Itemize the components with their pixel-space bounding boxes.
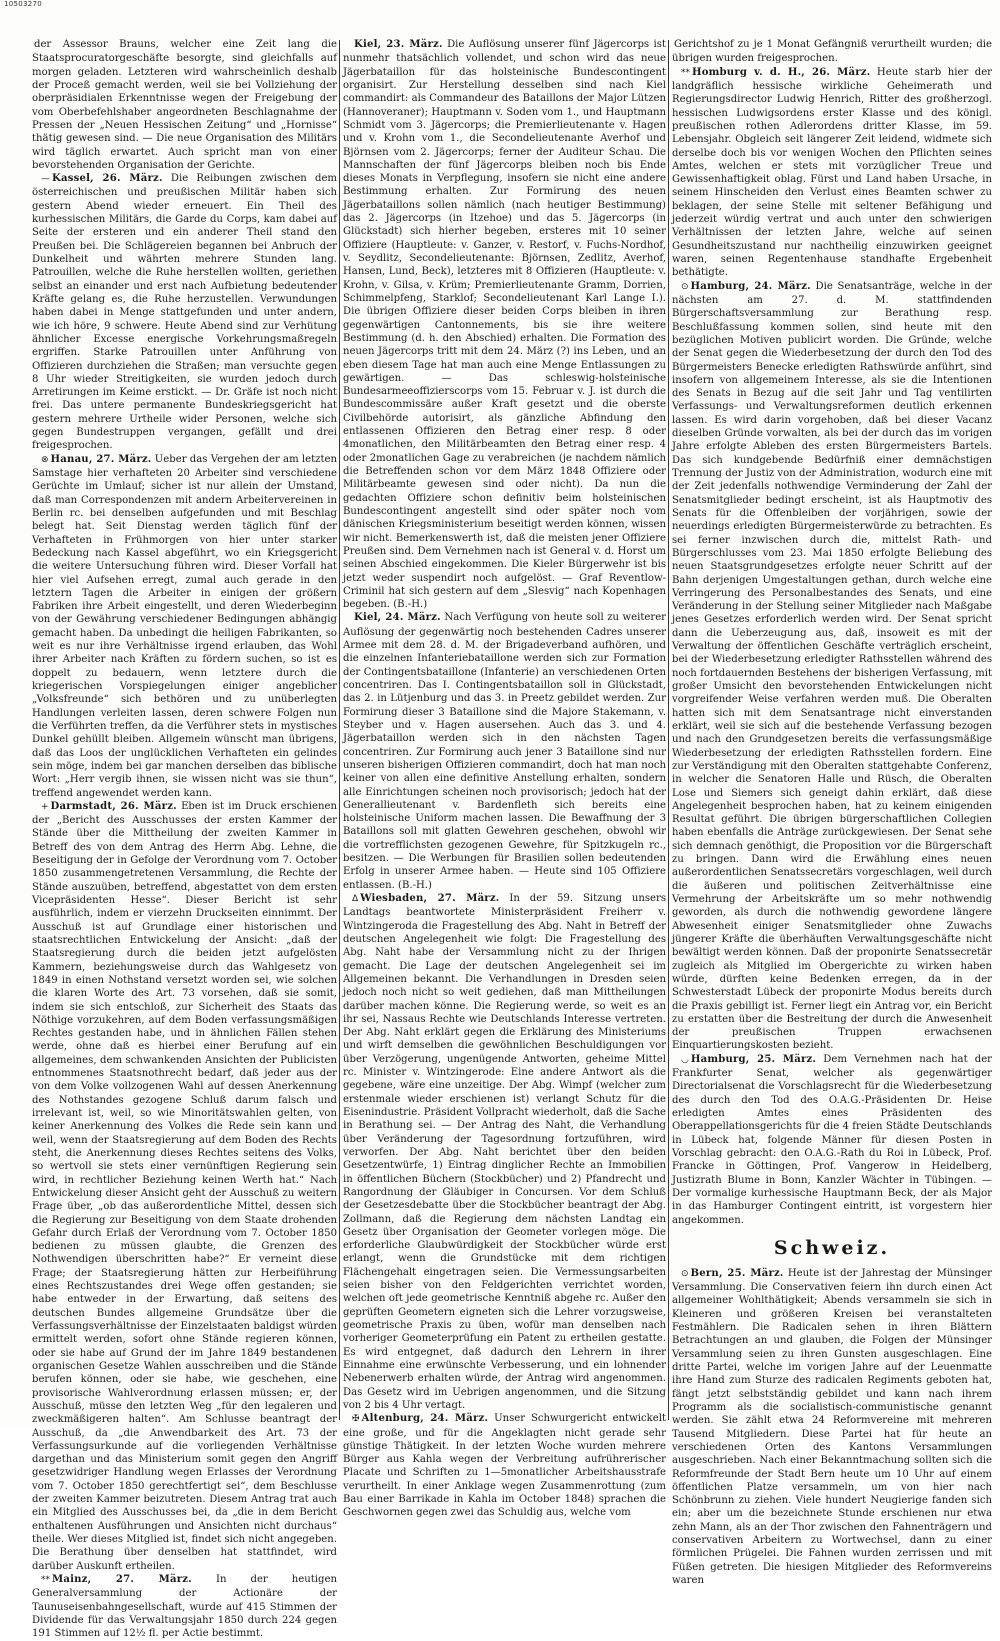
article-text: Eben ist im Druck erschienen der „Bericht des Ausschusses der ersten Kammer der Stände über die Mittheilung der zweiten Kammer in Betreff des von dem Antrag des Herrn Abg. Lehne, die Beseitigung der in Gefolge der Verordnung vom 7. October 1850 zusammengetretenen Versammlung, die Rechte der Stände auszuüben, betreffend, abgestattet von dem ersten Vicepräsidenten Hesse“. Dieser Bericht ist sehr ausführlich, indem er vierzehn Druckseiten einnimmt. Der Ausschuß ist auf Grundlage einer historischen und staatsrechtlichen Entwickelung der Ansicht: „daß der Staatsregierung durch die beiden jetzt aufgelösten Kammern, beziehungsweise durch das Wahlgesetz von 1849 in einen Nothstand versetzt worden sei, wie solchen die klaren Worte des Art. 73 vorsehen, daß sie somit, indem sie sich entschloß, zur Sicherheit des Staats das Nöthige vorzukehren, auf dem Boden verfassungsmäßigen Rechtes gestanden habe, und in ähnlichen Fällen stehen werde, ohne daß es hierbei einer Berufung auf ein allgemeines, dem schwankenden Ansichten der Publicisten entnommenes Staatsnothrecht bedarf, daß jeder aus der von dem Volke vollzogenen Wahl auf dessen Anerkennung des Nothstandes gezogene Schluß darum falsch und irrelevant ist, weil, so wie Minoritätswahlen gelten, von keiner Anerkennung des Volkes die Rede sein kann und weil, wenn der Staatsregierung auf dem Boden des Rechts steht, die Anerkennung dieses Rechtes seitens des Volks, so wertvoll sie stets einer vernünftigen Regierung sein wird, in rechtlicher Beziehung keinen Werth hat.“ Nach Entwickelung dieser Ansicht geht der Ausschuß zu weitern Frage über, „ob das außerordentliche Mittel, dessen sich die Regierung zur Beseitigung von dem Staate drohenden Gefahr durch Erlaß der Verordnung vom 7. October 1850 bedienen zu müssen glaubte, die Grenzen des Nothwendigen überschritten habe?“ Er verneint diese Frage; der Staatsregierung hätten zur Herbeiführung eines Rechtszustandes drei Wege offen gestanden; sie habe entweder in der Erwartung, daß seitens des deutschen Bundes allgemeine Grundsätze über die Verfassungsverhältnisse der Einzelstaaten baldigst würden ermittelt werden, sofort ohne Stände regieren können, oder sie habe auf Grund der im Jahre 1849 bestandenen organischen Gesetze Wahlen ausschreiben und die Stände berufen können, oder sie habe, wie geschehen, eine provisorische Wahlverordnung erlassen müssen; er, der Ausschuß, müsse den letzten Weg „für den legaleren und zweckmäßigeren halten“. Am Schlusse beantragt der Ausschuß, da „die Anwendbarkeit des Art. 73 der Verfassungsurkunde auf die vorliegenden Verhältnisse dargethan und das Ministerium somit gegen den Angriff gesetzwidriger Handlung wegen Erlasses der Verordnung vom 7. October 1850 gerechtfertigt sei“, dem Beschlusse der zweiten Kammer beizutreten. Diesem Antrag trat auch ein Mitglied des Ausschusses bei, da „die in dem Bericht enthaltenen Ausführungen und Ansichten nicht durchaus“ theile. Wer dieses Mitglied ist, findet sich nicht angegeben. Die Berathung über denselben hat stattfindet, wird darüber Auskunft ertheilen.: [32, 800, 337, 1572]
column-rule: [668, 40, 669, 1420]
article-dateline: Mainz, 27. März.: [52, 1573, 192, 1585]
article-dateline: Darmstadt, 26. März.: [50, 800, 177, 812]
article-mark: ⊙: [681, 1268, 689, 1279]
article-mark: ◡: [681, 1054, 689, 1065]
article-dateline: Bern, 25. März.: [690, 1267, 784, 1279]
column-3: [672, 38, 993, 1586]
section-heading: Schweiz.: [773, 1236, 891, 1259]
column-1: [32, 38, 338, 1640]
article-dateline: Kassel, 26. März.: [52, 173, 163, 185]
article: [343, 892, 666, 1412]
article: [343, 611, 666, 892]
article: [32, 172, 337, 453]
article-text: In der heutigen Generalversammlung der Actionäre der Taunuseisenbahngesellschaft, wurde auf 415 Stimmen der Dividende für das Verwaltungsjahr 1850 durch 224 gegen 191 Stimmen auf 12½ fl. per Actie bestimmt.: [32, 1573, 337, 1640]
article: [343, 1412, 666, 1520]
article: [32, 38, 337, 172]
article: [672, 280, 992, 1053]
article-mark: Δ: [352, 894, 359, 904]
article-dateline: Wiesbaden, 27. März.: [360, 893, 500, 904]
article-text: Nach Verfügung von heute soll zu weiterer Auflösung der gegenwärtig noch bestehenden Cadres unserer Armee mit dem 28. d. M. der Brigadeverband aufhören, und die einzelnen Infanteriebataillone werden sich zur Formation der Contingentsbataillone (Infanterie) an verschiedenen Orten concentriren. Das I. Contingentsbataillon soll in Glückstadt, das 2. in Lütjenburg und das 3. in Preetz gebildet werden. Zur Formirung dieser 3 Bataillone sind die Majore Stakemann, v. Steyber und v. Hagen ausersehen. Auch das 3. und 4. Jägerbataillon werden sich in den nächsten Tagen concentriren. Zur Formirung auch jener 3 Bataillone sind nur unseren bisherigen Offizieren commandirt, doch hat man noch keiner von allen eine definitive Anstellung erhalten, sondern alle Einrichtungen scheinen noch provisorisch; jedoch hat der Generallieutenant v. Bardenfleth sich bereits eine holsteinische Uniform machen lassen. Die Bewaffnung der 3 Bataillons soll mit glatten Gewehren geschehen, obwohl wir die vortrefflichsten gezogenen Gewehre, für Spitzkugeln rc., besitzen. — Die Werbungen für Brasilien sollen bedeutenden Erfolg in unserer Armee haben. — Heute sind 105 Offiziere entlassen. (B.-H.): [343, 612, 667, 891]
article-dateline: Kiel, 24. März.: [354, 612, 441, 624]
article: [343, 38, 666, 611]
article-mark: ⊗: [41, 454, 49, 465]
article-dateline: Hanau, 27. März.: [50, 453, 152, 465]
article-text: Die Senatsanträge, welche in der nächsten am 27. d. M. stattfindenden Bürgerschaftsversammlung zur Berathung resp. Beschlußfassung kommen sollen, sind heute mit den bezüglichen Motiven publicirt worden. Die Gründe, welche der Senat gegen die Wiederbesetzung der durch den Tod des Bürgermeisters Benecke erledigten Rathswürde anführt, sind insofern von allgemeinem Interesse, als sie die Intentionen des Senats in Bezug auf die seit Jahr und Tag ventilirten Verfassungs- und Verwaltungsreformen deutlich erkennen lassen. Es wird darin vorgehoben, daß bei dieser Vacanz dieselben Gründe vorwalten, als bei der durch das im vorigen Jahre erfolgte Ableben des ersten Bürgermeisters Bartels. Das sich kundgebende Bedürfniß einer demnächstigen Trennung der Justiz von der Administration, wodurch eine mit der Zeit jedenfalls nothwendige Verminderung der Zahl der Senatsmitglieder bedingt erscheint, ist als Hauptmotiv des Senats für die Offenbleiben der vorjährigen, sowie der neuerdings erledigten Bürgermeisterwürde zu betrachten. Es sei ferner inzwischen durch die, mittelst Rath- und Bürgerschlusses vom 23. Mai 1850 erfolgte Beliebung des neuen Staatsgrundgesetzes erfolgte neuer Schritt auf der Bahn derjenigen Umgestaltungen gethan, durch welche eine Verringerung des Personalbestandes des Senats, und eine Veränderung in der Stellung seiner Mitglieder nach Maßgabe jenes Gesetzes erforderlich werden wird. Der Senat spricht dann die Ueberzeugung aus, daß, insoweit es mit der Verwaltung der öffentlichen Geschäfte verträglich erscheint, bei der Wiederbesetzung erledigter Rathsstellen während des noch fortdauernden Bestehens der bisherigen Verfassung, mit großer Umsicht den bevorstehenden Entwickelungen nicht vorgreifender Weise verfahren werden muß. Die Oberalten hatten sich mit dem Senatsantrage nicht einverstanden erklärt, weil sie sich auf die bestehende Verfassung bezogen und nach den Grundgesetzen bereits die verfassungsmäßige Wiederbesetzung der erledigten Rathsstellen fordern. Eine zur Verständigung mit den Oberalten stattgehabte Conferenz, in welcher die Senatoren Halle und Rüsch, die Oberalten Lose und Siemers sich geneigt dahin erklärt, daß diese Angelegenheit besprochen haben, hat zu keinem einigenden Resultat geführt. Die übrigen bürgerschaftlichen Collegien haben ebenfalls die Anträge zurückgewiesen. Der Senat sehe sich demnach genöthigt, die Proposition vor die Bürgerschaft zu bringen. Dann wird die Erwählung eines neuen außerordentlichen Senatssecretärs vorgeschlagen, weil durch die äußeren und politischen Zeitverhältnisse eine Vermehrung der Arbeitskräfte um so mehr nothwendig geworden, als durch die nothwendig gewordene längere Abwesenheit einiger Senatsmitglieder ohne Zuwachs jüngerer Kräfte die überhäuften Verwaltungsgeschäfte nicht bewältigt werden können. Daß der proponirte Senatssecretär zugleich als Mitglied im Obergerichte zu wirken haben würde, dürften keine Bedenken erregen, da in der Schwesterstadt Lübeck der proponirte Modus bereits durch die Praxis gebilligt ist. Ferner liegt ein Antrag vor, ein Bericht zu erstatten über die Bestreitung der durch die Anwesenheit der preußischen Truppen erwachsenen Einquartierungskosten bezieht.: [672, 280, 993, 1052]
article: [32, 453, 337, 800]
article-dateline: Homburg v. d. H., 26. März.: [692, 66, 871, 78]
article-mark: **: [681, 67, 690, 78]
article-dateline: Altenburg, 24. März.: [361, 1413, 489, 1425]
article-text: In der 59. Sitzung unsers Landtags beantwortete Ministerpräsident Freiherr v. Wintzingeroda die Fragestellung des Abg. Naht in Betreff der deutschen Angelegenheit wie folgt: Die Fragestellung des Abg. Naht habe der Versammlung nicht zu der Ihrigen gemacht. Die Lage der deutschen Angelegenheit sei im Allgemeinen bekannt. Die Verhandlungen in Dresden seien jedoch noch nicht so weit gediehen, daß man Mittheilungen darüber machen könne. Die Regierung werde, so weit es an ihr sei, Nassaus Rechte wie Deutschlands Interesse vertreten. Der Abg. Naht erklärt gegen die Erklärung des Ministeriums und wirft demselben die gewöhnlichen Beschuldigungen vor über Verzögerung, ungenügende Antworten, geheime Mittel rc. Minister v. Wintzingerode: Eine andere Antwort als die gegebene, wäre eine unzeitige. Der Abg. Wimpf (welcher zum erstenmale wieder erschienen ist) verlangt Schutz für die Eisenindustrie. Präsident Vollpracht wiederholt, daß die Sache in Berathung sei. — Der Antrag des Naht, die Verhandlung über Veränderung der Tagesordnung fortzuführen, wird verworfen. Der Abg. Naht berichtet über den beiden Gesetzentwürfe, 1) Eintrag dinglicher Rechte an Immobilien in öffentlichen Büchern (Stockbücher) und 2) Pfandrecht und Rangordnung der Gläubiger in Concursen. Vor dem Schluß der Gesetzesdebatte über die Stockbücher beantragt der Abg. Zollmann, daß die Regierung dem nächsten Landtag ein Gesetz über Organisation der Geometer vorlegen möge. Die erforderliche Glaubwürdigkeit der Stockbücher würde erst erlangt, wenn die Grundstücke mit dem richtigen Flächengehalt eingetragen seien. Die Vermessungsarbeiten seien bisher von den Feldgerichten verrichtet worden, welchen oft jede geometrische Kenntniß abgehe rc. Außer den geprüften Geometern eigneten sich die Lehrer vorzugsweise, geometrische Praxis zu üben, wofür man denselben nach vorheriger Geometerprüfung ein Patent zu ertheilen gestatte. Es wird entgegnet, daß dadurch den Lehrern in ihrer Einnahme eine erwünschte Verbesserung, und ein lohnender Nebenerwerb erhalten würde, der Antrag wird angenommen. Das Gesetz wird im Uebrigen angenommen, und die Sitzung von 2 bis 4 Uhr vertagt.: [343, 893, 666, 1411]
article: [672, 1053, 992, 1227]
article: [32, 1573, 337, 1641]
article-text: Heute ist der Jahrestag der Münsinger Versammlung. Die Conservativen feiern ihn durch einen Act allgemeiner Wohlthätigkeit; Abends versammeln sie sich in Kleineren und größeren Kreisen bei veranstalteten Festmählern. Die Radicalen sehen in ihren Blättern Betrachtungen an und glauben, die Folgen der Münsinger Versammlung seien zu ihren Gunsten ausgeschlagen. Eine dritte Partei, welche im vorigen Jahre auf der Leuenmatte ihre Hand zum Sturze des radicalen Regiments geboten hat, fängt jetzt selbstständig gebildet und kann nach ihrem Programm als die socialistisch-communistische genannt werden. Sie zählt etwa 24 Reformvereine mit mehreren Tausend Mitgliedern. Diese Partei hat für heute an verschiedenen Orten des Kantons Versammlungen ausgeschrieben. Nach einer Bekanntmachung sollten sich die Reformfreunde der Stadt Bern heute um 10 Uhr auf einem öffentlichen Platze versammeln, um von hier nach Schönbrunn zu ziehen. Viele hundert Neugierige fanden sich ein; aber um die bezeichnete Stunde erschienen nur etwa zehn Mann, als an der Thor zwischen den Fahnenträgern und conservativen Arbeitern zu Wortwechsel, dann zu einer förmlichen Prügelei. Die Fahnen wurden zerrissen und mit Füßen getreten. Die hiesigen Mitglieder des Reformvereins waren: [672, 1267, 992, 1586]
article: [32, 800, 337, 1573]
article-mark: —: [41, 174, 50, 185]
article-text: Die Auflösung unserer fünf Jägercorps ist nunmehr thatsächlich vollendet, und schon wird das neue Jägerbataillon für das holsteinische Bundescontingent organisirt. Zur Herstellung desselben sind nach Kiel commandirt: als Commandeur des Bataillons der Major Lützen (Hannoveraner); Hauptmann v. Soden vom 1., und Hauptmann Schmidt vom 3. Jägercorps; die Premierlieutenante v. Hagen und v. Krohn vom 1., die Secondelieutenante Averhof und Björnsen vom 2. Jägercorps; ferner der Auditeur Schau. Die Mannschaften der fünf Jägercorps bleiben noch bis Ende dieses Monats in Verpflegung, insofern sie nicht eine andere Bestimmung erhalten. Zur Formirung des neuen Jägerbataillons sollen nämlich (nach heutiger Bestimmung) das 2. Jägercorps (in Itzehoe) und das 5. Jägercorps (in Glückstadt) sich hierher begeben, ersteres mit 10 seiner Offiziere (Hauptleute: v. Ganzer, v. Restorf, v. Fuchs-Nordhof, v. Seydlitz, Secondelieutenante: Björnsen, Zedlitz, Averhof, Hansen, Lund, Beck), letzteres mit 8 Offizieren (Hauptleute: v. Krohn, v. Gilsa, v. Krüm; Premierlieutenante Gramm, Dorrien, Schimmelpfeng, Starklof; Secondelieutenant Karl Lange I.). Die übrigen Offiziere dieser beiden Corps bleiben in ihren gegenwärtigen Cantonnements, bis sie ihre weitere Bestimmung (d. h. den Abschied) erhalten. Die Formation des neuen Jägercorps tritt mit dem 24. März (?) ins Leben, und an eben diesem Tage hat man auch eine Menge Entlassungen zu gewärtigen. — Das schleswig-holsteinische Bundesarmeeoffizierscorps vom 15. Februar v. J. ist durch die Bundescommissäre außer Kraft gesetzt und die oberste Civilbehörde autorisirt, als gänzliche Abfindung den entlassenen Offizieren den Betrag einer resp. 8 oder 4monatlichen, den Militärbeamten den Betrag einer resp. 4 oder 2monatlichen Gage zu verabreichen (je nachdem nämlich die Betreffenden schon vor dem März 1848 Offiziere oder Militärbeamte gewesen sind oder nicht). Da nun die gedachten Offiziere schon definitiv beim holsteinischen Bundescontingent angestellt sind oder später noch vom dänischen Kriegsministerium beseitigt werden können, wissen wir nicht. Bemerkenswerth ist, daß die meisten jener Offiziere Preußen sind. Dem Vernehmen nach ist General v. d. Horst um seinen Abschied eingekommen. Die Kieler Bürgerwehr ist bis jetzt weder suspendirt noch aufgelöst. — Graf Reventlow-Criminil hat sich gestern auf dem „Slesvig“ nach Kopenhagen begeben. (B.-H.): [343, 39, 666, 611]
article-text: Ueber das Vergehen der am letzten Samstage hier verhafteten 20 Arbeiter sind verschiedene Gerüchte im Umlauf; sicher ist nur allein der Umstand, daß man Correspondenzen mit andern Arbeitervereinen in Berlin rc. bei denselben aufgefunden und mit Beschlag belegt hat. Seit Dienstag werden täglich fünf der Verhafteten in Frühmorgen von hier unter starker Bedeckung nach Kassel abgeführt, wo ein Kriegsgericht die weitere Untersuchung führen wird. Dieser Vorfall hat hier viel Aufsehen erregt, zumal auch gerade in den letztern Tagen die Arbeiter in einigen der größern Fabriken ihre Arbeit eingestellt, und deren Wiederbeginn von der Gewährung verschiedener Bedingungen abhängig gemacht haben. Da unbedingt die heiligen Fabrikanten, so weit es nur ihre Verhältnisse irgend erlauben, das Wohl ihrer Arbeiter nach Kräften zu fördern suchen, so ist es doppelt zu bedauern, wenn letztere durch die kriegerischen Vorspiegelungen einiger angeblicher „Volksfreunde“ sich bethören und zu unüberlegten Handlungen verleiten lassen, deren schwere Folgen nun die Verführten treffen, da die Verführer stets in mystisches Dunkel gehüllt bleiben. Allgemein wünscht man übrigens, daß das Loos der unglücklichen Verhafteten ein gelindes sein möge, indem bei gar manchen derselben das biblische Wort: „Herr vergib ihnen, sie wissen nicht was sie thun“, treffend angewendet werden kann.: [32, 453, 338, 799]
article-dateline: Hamburg, 25. März.: [690, 1053, 817, 1065]
article-mark: ✠: [352, 1414, 360, 1425]
article-text: Gerichtshof zu je 1 Monat Gefängniß verurtheilt wurden; die übrigen wurden freigesprochen.: [672, 39, 992, 65]
article-dateline: Kiel, 23. März.: [354, 39, 443, 50]
column-rule: [339, 40, 340, 1420]
article-mark: ⊙: [681, 281, 689, 292]
article-text: Die Reibungen zwischen dem österreichischen und preußischen Militär haben sich gestern Abend wieder erneuert. Ein Theil des kurhessischen Militärs, die Garde du Corps, kam dabei auf Seite der ersteren und ein anderer Theil stand den Preußen bei. Die Schlägereien begannen bei Anbruch der Dunkelheit und währten mehrere Stunden lang. Patrouillen, welche die Ruhe herstellen wollten, geriethen selbst an einander und erst nach Aufbietung bedeutender Kräfte gelang es, die Ruhe herzustellen. Verwundungen haben dabei in Menge stattgefunden und unter andern, wie ich höre, 9 schwere. Heute Abend sind zur Verhütung ähnlicher Excesse energische Vorkehrungsmaßregeln ergriffen. Starke Patrouillen unter Anführung von Offizieren durchziehen die Straßen; man versuchte gegen 8 Uhr wieder Streitigkeiten, sie wurden jedoch durch Arretirungen im Keime erstickt. — Dr. Gräfe ist noch nicht frei. Das untere permanente Bundeskriegsgericht hat gestern mehrere Urtheile wider Personen, welche sich gegen Bundestruppen vergangen, gefällt und drei freigesprochen.: [32, 173, 337, 452]
article: [672, 1267, 992, 1588]
page-id: 10503270: [4, 0, 43, 8]
article: [672, 38, 992, 66]
article: [672, 66, 992, 280]
article-mark: +: [41, 801, 49, 812]
article-text: der Assessor Brauns, welcher eine Zeit lang die Staatsprocuratorgeschäfte besorgte, sind gleichfalls auf morgen geladen. Letzteren wird wahrscheinlich deshalb der Proceß gemacht werden, weil sie bei Vollziehung der oberpräsidialen Erkenntnisse wegen der Freigebung der vom Oberbefehlshaber angeordneten Beschlagnahme der Pressen der „Neuen Hessischen Zeitung“ und „Hornisse“ thätig gewesen sind. — Die neue Organisation des Militärs wird täglich erwartet. Auch spricht man von einer bevorstehenden Organisation der Gerichte.: [32, 39, 337, 171]
article-text: Heute starb hier der landgräflich hessische wirkliche Geheimerath und Regierungsdirector Ludwig Henrich, Ritter des großherzogl. hessischen Ludwigsordens erster Klasse und des königl. preußischen rothen Adlerordens dritter Klasse, im 59. Lebensjahr. Obgleich seit längerer Zeit leidend, widmete sich derselbe doch bis vor wenigen Wochen den Pflichten seines Amtes, welchen er stets mit vorzüglicher Treue und Gewissenhaftigkeit oblag. Fürst und Land haben Ursache, in seinem Hinscheiden den Verlust eines Beamten schwer zu beklagen, der seine Stelle mit seltener Befähigung und jederzeit würdig vertrat und auch unter den schwierigen Verhältnissen der letzten Jahre, welche auf seinen Gesundheitszustand nur nachtheilig einzuwirken geeignet waren, seinen Regentenhause standhafte Ergebenheit bethätigte.: [672, 66, 993, 279]
article-text: Unser Schwurgericht entwickelt eine große, und für die Angeklagten nicht gerade sehr günstige Thätigkeit. In der letzten Woche wurden mehrere Bürger aus Kahla wegen der Verbreitung aufrührerischer Placate und Schriften zu 1—5monatlicher Arbeitshausstrafe verurtheilt. In einer Anklage wegen Zusammenrottung (zum Bau einer Barrikade in Kahla im October 1848) sprachen die Geschwornen gegen zwei das Schuldig aus, welche vom: [343, 1413, 667, 1519]
column-2: [343, 38, 667, 1519]
article-dateline: Hamburg, 24. März.: [690, 280, 811, 292]
article-mark: **: [41, 1574, 50, 1585]
article-text: Dem Vernehmen nach hat der Frankfurter Senat, welcher als gegenwärtiger Directorialsenat die Vorschlagsrecht für die Wiederbesetzung des durch den Tod des O.A.G.-Präsidenten Dr. Heise erledigten Amtes eines Präsidenten des Oberappellationsgerichts für die 4 freien Städte Deutschlands in Lübeck hat, folgende Männer für diesen Posten in Vorschlag gebracht: den O.A.G.-Rath du Roi in Lübeck, Prof. Francke in Göttingen, Prof. Vangerow in Heidelberg, Justizrath Blume in Bonn, Kanzler Wächter in Tübingen. — Der vormalige kurhessische Hauptmann Beck, der als Major in das Hamburger Contingent eintritt, ist vorgestern hier angekommen.: [672, 1053, 992, 1226]
